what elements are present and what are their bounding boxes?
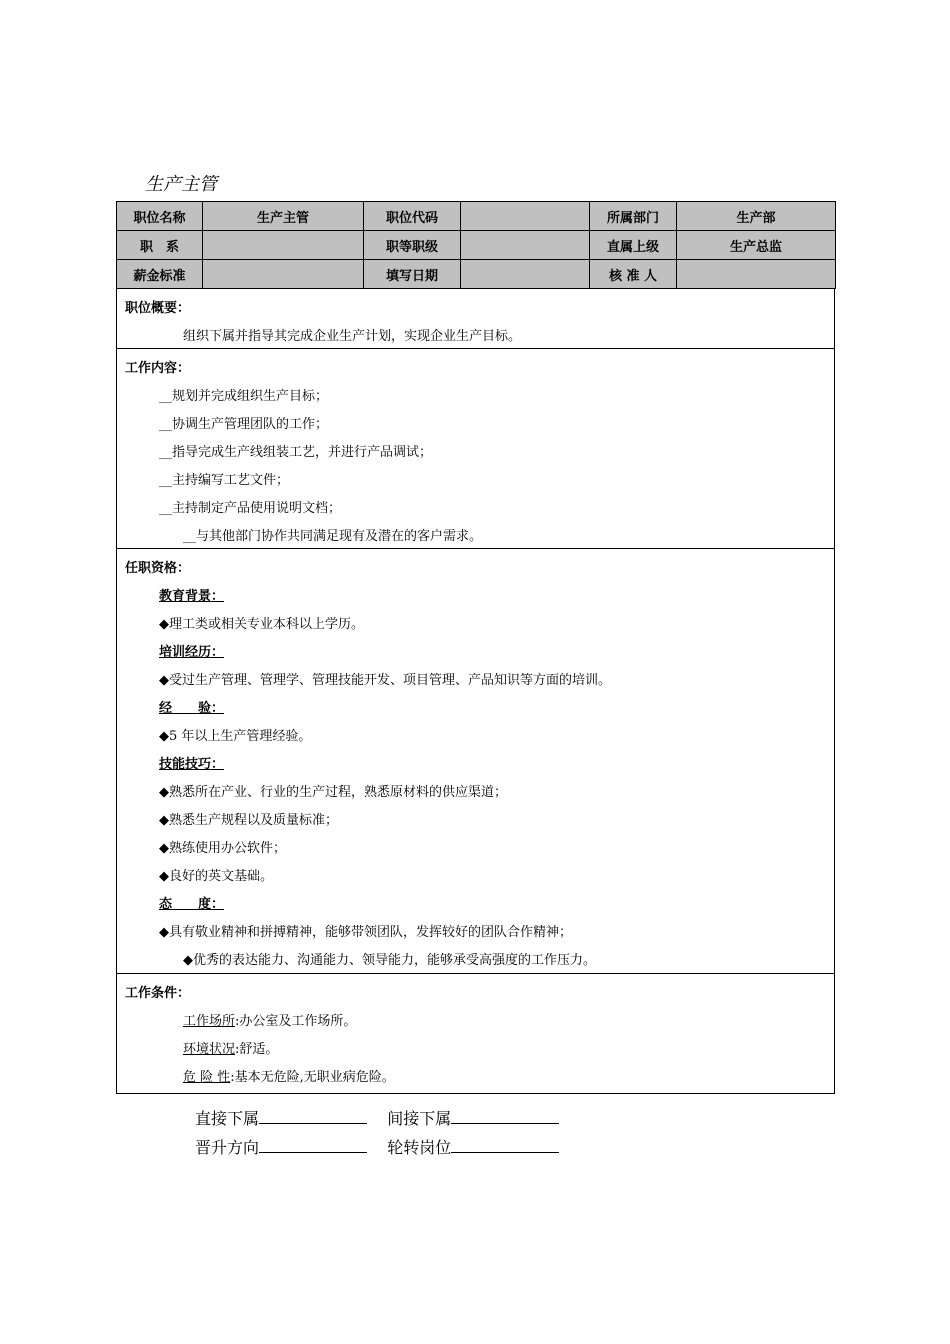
experience-label: 经 验： bbox=[159, 701, 225, 716]
overview-section bbox=[116, 289, 835, 349]
overview-text: 组织下属并指导其完成企业生产计划，实现企业生产目标。 bbox=[183, 329, 522, 344]
condition-place bbox=[183, 1010, 356, 1029]
attitude-label: 态 度： bbox=[159, 897, 225, 912]
value-department: 生产部 bbox=[677, 202, 836, 231]
list-item: __协调生产管理团队的工作； bbox=[159, 417, 329, 432]
list-item: ◆熟悉所在产业、行业的生产过程，熟悉原材料的供应渠道； bbox=[159, 785, 507, 800]
experience-text: ◆5 年以上生产管理经验。 bbox=[159, 729, 312, 744]
skills-label: 技能技巧： bbox=[159, 757, 225, 772]
indirect-subordinate-field[interactable] bbox=[451, 1109, 559, 1124]
work-conditions-title: 工作条件： bbox=[125, 986, 191, 1001]
promotion-label: 晋升方向 bbox=[195, 1138, 260, 1157]
position-info-table bbox=[116, 201, 836, 289]
list-item: __与其他部门协作共同满足现有及潜在的客户需求。 bbox=[183, 529, 483, 544]
label-job-family: 职 系 bbox=[117, 231, 203, 260]
value-job-family bbox=[203, 231, 364, 260]
qualification-title: 任职资格： bbox=[125, 561, 191, 576]
table-row bbox=[117, 202, 836, 231]
env-value: :舒适。 bbox=[235, 1042, 279, 1057]
training-text: ◆受过生产管理、管理学、管理技能开发、项目管理、产品知识等方面的培训。 bbox=[159, 673, 611, 688]
rotation-field[interactable] bbox=[451, 1138, 559, 1153]
label-position-code: 职位代码 bbox=[364, 202, 461, 231]
label-position-name: 职位名称 bbox=[117, 202, 203, 231]
label-fill-date: 填写日期 bbox=[364, 260, 461, 289]
training-label: 培训经历： bbox=[159, 645, 225, 660]
value-grade bbox=[461, 231, 590, 260]
overview-title: 职位概要： bbox=[125, 301, 191, 316]
work-content-title: 工作内容： bbox=[125, 361, 191, 376]
footer-row-1 bbox=[195, 1106, 559, 1129]
table-row bbox=[117, 260, 836, 289]
table-row bbox=[117, 231, 836, 260]
list-item: ◆具有敬业精神和拼搏精神，能够带领团队，发挥较好的团队合作精神； bbox=[159, 925, 572, 940]
direct-subordinate-label: 直接下属 bbox=[195, 1109, 260, 1128]
label-department: 所属部门 bbox=[590, 202, 677, 231]
list-item: __主持编写工艺文件； bbox=[159, 473, 290, 488]
list-item: ◆熟练使用办公软件； bbox=[159, 841, 286, 856]
education-text: ◆理工类或相关专业本科以上学历。 bbox=[159, 617, 364, 632]
rotation-label: 轮转岗位 bbox=[387, 1138, 452, 1157]
work-content-section bbox=[116, 349, 835, 549]
list-item: __规划并完成组织生产目标； bbox=[159, 389, 329, 404]
label-salary: 薪金标准 bbox=[117, 260, 203, 289]
footer-row-2 bbox=[195, 1135, 559, 1158]
env-label: 环境状况 bbox=[183, 1042, 236, 1057]
value-salary bbox=[203, 260, 364, 289]
education-label: 教育背景： bbox=[159, 589, 225, 604]
list-item: ◆良好的英文基础。 bbox=[159, 869, 273, 884]
risk-label: 危 险 性 bbox=[183, 1070, 231, 1085]
list-item: __主持制定产品使用说明文档； bbox=[159, 501, 342, 516]
document-title: 生产主管 bbox=[145, 174, 217, 195]
promotion-field[interactable] bbox=[259, 1138, 367, 1153]
value-supervisor: 生产总监 bbox=[677, 231, 836, 260]
condition-risk bbox=[183, 1066, 395, 1085]
value-position-name: 生产主管 bbox=[203, 202, 364, 231]
qualification-section bbox=[116, 549, 835, 974]
place-label: 工作场所 bbox=[183, 1014, 236, 1029]
label-supervisor: 直属上级 bbox=[590, 231, 677, 260]
place-value: :办公室及工作场所。 bbox=[235, 1014, 357, 1029]
indirect-subordinate-label: 间接下属 bbox=[387, 1109, 452, 1128]
work-conditions-section bbox=[116, 974, 835, 1094]
list-item: ◆熟悉生产规程以及质量标准； bbox=[159, 813, 338, 828]
label-approver: 核 准 人 bbox=[590, 260, 677, 289]
condition-environment bbox=[183, 1038, 278, 1057]
list-item: ◆优秀的表达能力、沟通能力、领导能力，能够承受高强度的工作压力。 bbox=[183, 953, 596, 968]
value-position-code bbox=[461, 202, 590, 231]
label-grade: 职等职级 bbox=[364, 231, 461, 260]
value-fill-date bbox=[461, 260, 590, 289]
list-item: __指导完成生产线组装工艺，并进行产品调试； bbox=[159, 445, 433, 460]
value-approver bbox=[677, 260, 836, 289]
direct-subordinate-field[interactable] bbox=[259, 1109, 367, 1124]
risk-value: :基本无危险,无职业病危险。 bbox=[230, 1070, 395, 1085]
